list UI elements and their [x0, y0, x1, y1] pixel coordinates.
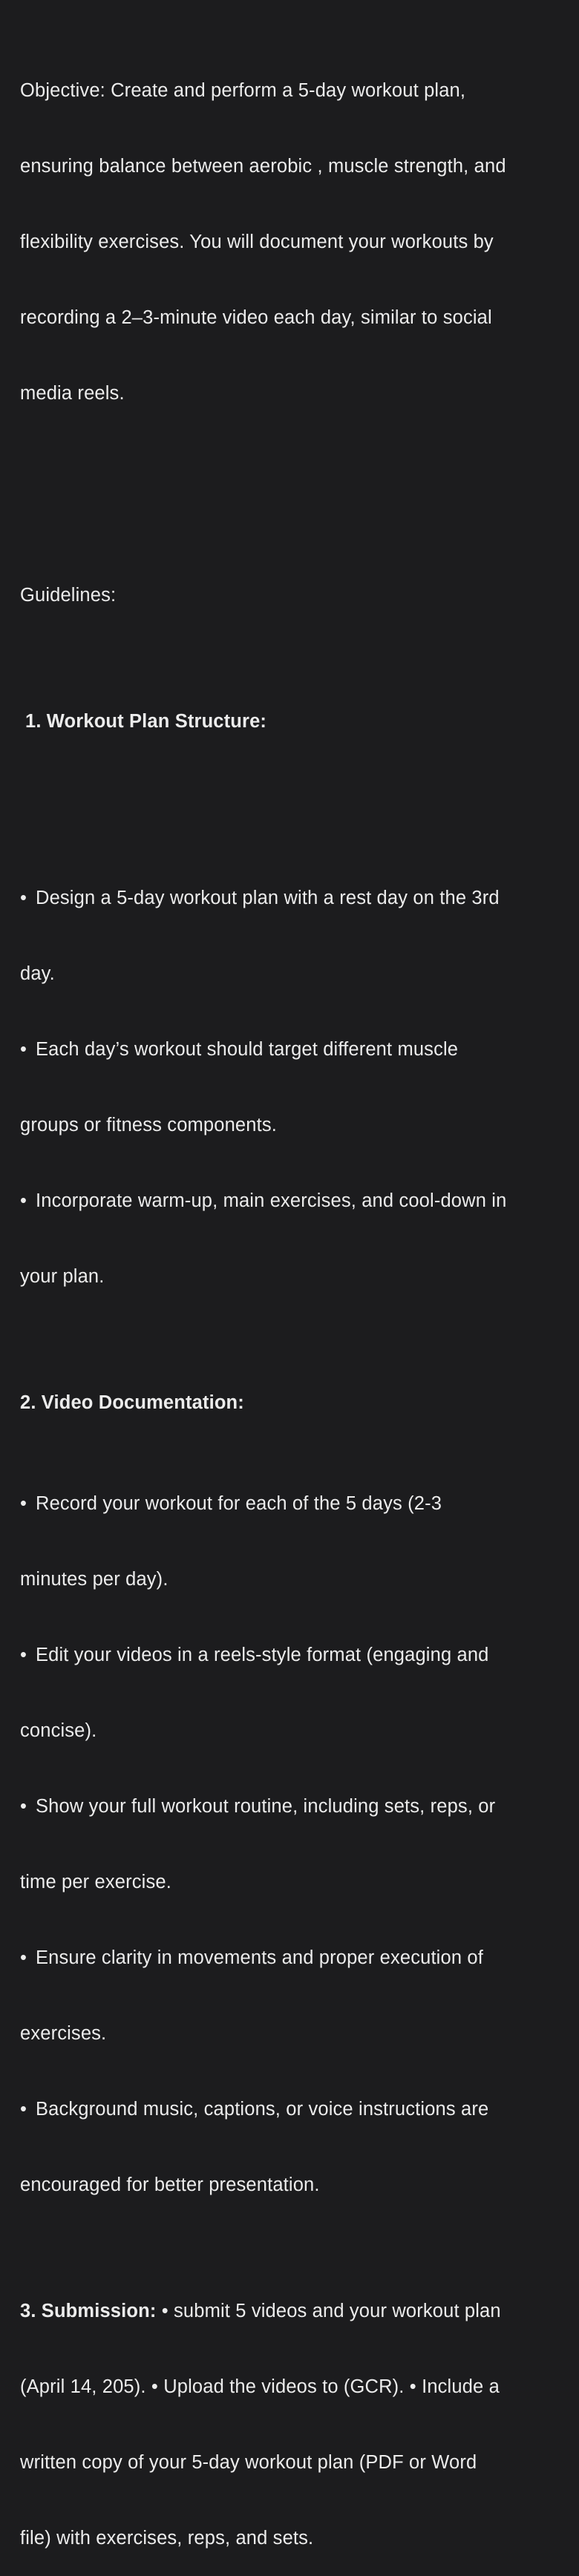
submission-line: (April 14, 205). • Upload the videos to (GCR). • Include a — [20, 2376, 500, 2397]
blank-line — [20, 784, 578, 810]
submission-line: written copy of your 5-day workout plan (PDF or Word — [20, 2452, 477, 2473]
bullet-item: • Show your full workout routine, including sets, reps, or — [20, 1794, 578, 1819]
bullet-item-continuation: concise). — [20, 1720, 97, 1741]
bullet-item: • Each day’s workout should target different muscle — [20, 1037, 578, 1062]
bullet-item-continuation: groups or fitness components. — [20, 1115, 277, 1135]
bullet-item-continuation: time per exercise. — [20, 1872, 171, 1892]
objective-line: Objective: Create and perform a 5-day workout plan, — [20, 80, 466, 101]
bullet-marker: • — [20, 1796, 27, 1817]
bullet-item-continuation: your plan. — [20, 1266, 105, 1287]
bullet-item: • Record your workout for each of the 5 days (2-3 — [20, 1491, 578, 1516]
objective-line: ensuring balance between aerobic , muscle strength, and — [20, 156, 506, 177]
section-heading-video-documentation: 2. Video Documentation: — [20, 1392, 244, 1413]
bullet-marker: • — [20, 888, 27, 908]
bullet-marker: • — [20, 1039, 27, 1060]
bullet-item-continuation: minutes per day). — [20, 1569, 169, 1590]
objective-line: media reels. — [20, 383, 125, 404]
bullet-item-continuation: encouraged for better presentation. — [20, 2174, 320, 2195]
bullet-item: • Background music, captions, or voice instructions are — [20, 2097, 578, 2122]
submission-line: file) with exercises, reps, and sets. — [20, 2528, 314, 2549]
blank-line — [20, 456, 578, 482]
bullet-item: • Design a 5-day workout plan with a rest day on the 3rd — [20, 885, 578, 911]
objective-line: recording a 2–3-minute video each day, similar to social — [20, 307, 492, 328]
submission-line — [20, 2298, 578, 2324]
bullet-item-continuation: day. — [20, 963, 55, 984]
guidelines-label: Guidelines: — [20, 585, 117, 606]
bullet-item: • Edit your videos in a reels-style format (engaging and — [20, 1642, 578, 1668]
bullet-marker: • — [20, 1645, 27, 1665]
section-heading-submission: 3. Submission: — [20, 2301, 157, 2321]
bullet-marker: • — [20, 2099, 27, 2120]
bullet-marker: • — [20, 1947, 27, 1968]
bullet-item-continuation: exercises. — [20, 2023, 107, 2044]
message-text — [20, 2, 578, 2576]
bullet-marker: • — [20, 1493, 27, 1514]
section-heading-workout-plan: 1. Workout Plan Structure: — [25, 711, 267, 732]
bullet-marker: • — [20, 1190, 27, 1211]
submission-text: • submit 5 videos and your workout plan — [156, 2301, 501, 2321]
objective-line: flexibility exercises. You will document your workouts by — [20, 232, 494, 252]
bullet-item: • Incorporate warm-up, main exercises, and cool-down in — [20, 1188, 578, 1213]
bullet-item: • Ensure clarity in movements and proper execution of — [20, 1945, 578, 1970]
